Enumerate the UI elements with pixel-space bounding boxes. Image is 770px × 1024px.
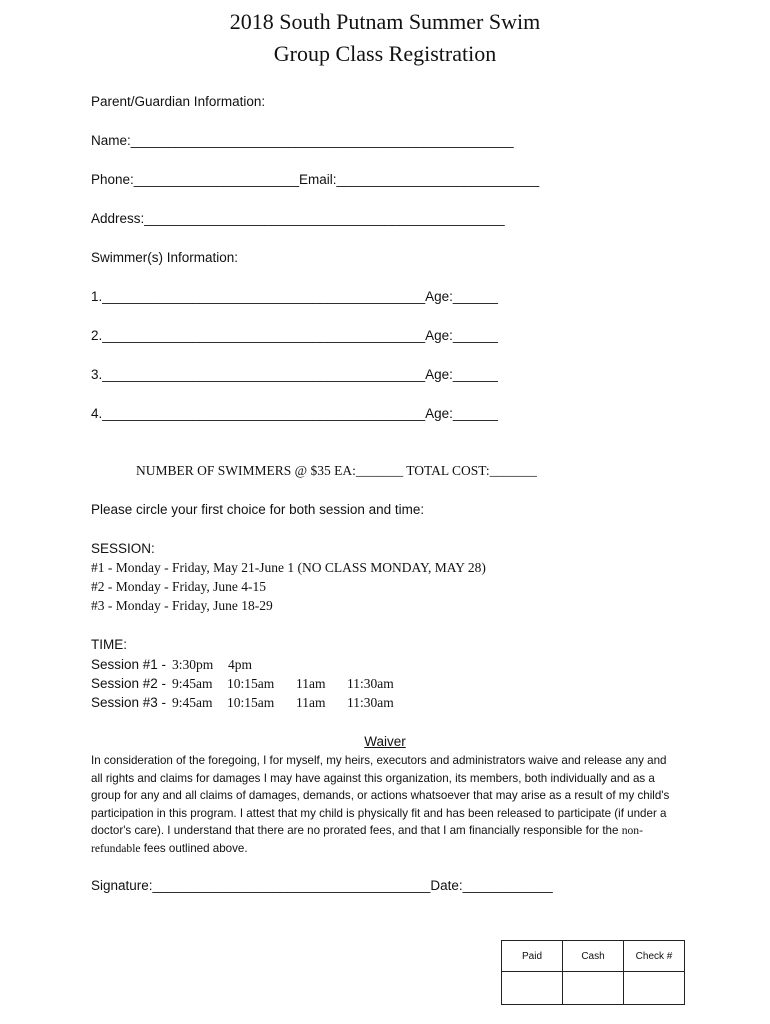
phone-email-field[interactable]: Phone:______________________Email:___________________________: [91, 172, 540, 187]
waiver-text-end: fees outlined above.: [140, 841, 248, 855]
time-row-label: Session #3 -: [91, 695, 170, 710]
time-slot: 3:30pm: [172, 657, 214, 672]
paid-header: Paid: [502, 941, 563, 972]
waiver-text-body: In consideration of the foregoing, I for myself, my heirs, executors and administrators waive and release any and all rights and claims for damages I may have against this organization, its members, both individually and as a group for any and all claims of damages, demands, or actions whatsoever that may arise as a result of my child's participation in this program. I attest that my child is physically fit and has been released to participate (if under a doctor's care). I understand that there are no prorated fees, and that I am financially responsible for the: [91, 754, 670, 837]
swimmers-section-label: Swimmer(s) Information:: [91, 250, 239, 265]
time-slot: 9:45am: [172, 695, 213, 710]
instruction-text: Please circle your first choice for both session and time:: [91, 502, 425, 517]
time-slot: 11:30am: [347, 695, 394, 710]
cost-line[interactable]: NUMBER OF SWIMMERS @ $35 EA:_______ TOTAL COST:_______: [136, 463, 537, 478]
time-row-label: Session #2 -: [91, 676, 170, 691]
address-field[interactable]: Address:________________________________________________: [91, 211, 505, 226]
time-slot: 11am: [296, 676, 326, 691]
swimmer-row-1[interactable]: 1.___________________________________________Age:______: [91, 289, 498, 304]
form-title-line-2: Group Class Registration: [273, 41, 497, 66]
check-cell[interactable]: [624, 972, 685, 1005]
time-slot: 11am: [296, 695, 326, 710]
time-row-label: Session #1 -: [91, 657, 170, 672]
session-label: SESSION:: [91, 541, 155, 556]
office-use-table: [501, 940, 685, 1005]
waiver-title: Waiver: [364, 734, 406, 749]
swimmer-row-2[interactable]: 2.___________________________________________Age:______: [91, 328, 498, 343]
waiver-non-refundable: non-refundable: [91, 824, 643, 855]
name-field[interactable]: Name:___________________________________________________: [91, 133, 514, 148]
paid-cell[interactable]: [502, 972, 563, 1005]
signature-date-line[interactable]: Signature:_____________________________________Date:____________: [91, 878, 553, 893]
cash-header: Cash: [563, 941, 624, 972]
time-slot: 10:15am: [227, 695, 275, 710]
check-header: Check #: [624, 941, 685, 972]
swimmer-row-4[interactable]: 4.___________________________________________Age:______: [91, 406, 498, 421]
cash-cell[interactable]: [563, 972, 624, 1005]
time-label: TIME:: [91, 637, 127, 652]
time-slot: 10:15am: [227, 676, 275, 691]
parent-section-label: Parent/Guardian Information:: [91, 94, 266, 109]
time-slot: 4pm: [228, 657, 253, 672]
session-option-2: #2 - Monday - Friday, June 4-15: [91, 579, 266, 594]
session-option-3: #3 - Monday - Friday, June 18-29: [91, 598, 273, 613]
time-slot: 9:45am: [172, 676, 213, 691]
session-option-1: #1 - Monday - Friday, May 21-June 1 (NO CLASS MONDAY, MAY 28): [91, 560, 486, 575]
form-title-line-1: 2018 South Putnam Summer Swim: [229, 9, 541, 34]
waiver-text: [91, 752, 681, 857]
time-slot: 11:30am: [347, 676, 394, 691]
swimmer-row-3[interactable]: 3.___________________________________________Age:______: [91, 367, 498, 382]
